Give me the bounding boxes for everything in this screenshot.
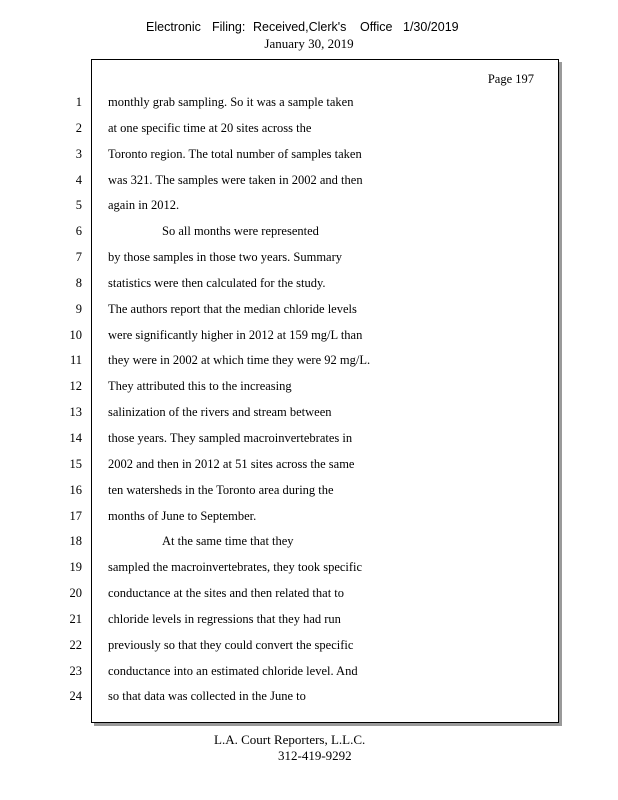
- transcript-line: [0, 506, 618, 532]
- line-number: 4: [75, 172, 82, 187]
- line-number: 18: [69, 534, 82, 549]
- line-number: 24: [69, 689, 82, 704]
- line-number: 11: [69, 353, 82, 368]
- transcript-line: [0, 273, 618, 299]
- transcript-line: [0, 350, 618, 376]
- line-number: 6: [75, 224, 82, 239]
- line-text: chloride levels in regressions that they had run: [108, 611, 341, 626]
- line-text: The authors report that the median chloride levels: [108, 301, 357, 316]
- transcript-line: [0, 144, 618, 170]
- transcript-line: [0, 247, 618, 273]
- line-number: 21: [69, 611, 82, 626]
- line-number: 5: [75, 198, 82, 213]
- line-text: so that data was collected in the June to: [108, 689, 306, 704]
- line-number: 3: [75, 146, 82, 161]
- transcript-line: [0, 609, 618, 635]
- electronic-filing-stamp: [0, 20, 618, 36]
- line-number: 15: [69, 456, 82, 471]
- line-text: was 321. The samples were taken in 2002 and then: [108, 172, 363, 187]
- transcript-body: [0, 92, 618, 712]
- line-number: 16: [69, 482, 82, 497]
- transcript-line: [0, 325, 618, 351]
- line-text: They attributed this to the increasing: [108, 379, 292, 394]
- line-number: 22: [69, 637, 82, 652]
- transcript-line: [0, 402, 618, 428]
- line-text: previously so that they could convert the specific: [108, 637, 354, 652]
- line-number: 14: [69, 430, 82, 445]
- transcript-line: [0, 531, 618, 557]
- line-text: At the same time that they: [162, 534, 294, 549]
- line-text: sampled the macroinvertebrates, they took specific: [108, 560, 363, 575]
- line-text: conductance at the sites and then related that to: [108, 586, 345, 601]
- court-reporter-phone: 312-419-9292: [278, 748, 352, 763]
- transcript-line: [0, 583, 618, 609]
- transcript-line: [0, 195, 618, 221]
- line-text: months of June to September.: [108, 508, 257, 523]
- line-text: by those samples in those two years. Summary: [108, 250, 342, 265]
- transcript-line: [0, 635, 618, 661]
- transcript-line: [0, 428, 618, 454]
- line-text: Toronto region. The total number of samples taken: [108, 146, 362, 161]
- line-text: statistics were then calculated for the study.: [108, 275, 326, 290]
- line-text: again in 2012.: [108, 198, 180, 213]
- line-text: ten watersheds in the Toronto area during the: [108, 482, 334, 497]
- line-text: were significantly higher in 2012 at 159 mg/L than: [108, 327, 363, 342]
- header-date: January 30, 2019: [264, 36, 354, 51]
- stamp-date: 1/30/2019: [403, 20, 459, 34]
- court-reporter-firm: L.A. Court Reporters, L.L.C.: [214, 732, 366, 747]
- stamp-filing: Filing:: [212, 20, 246, 34]
- transcript-line: [0, 557, 618, 583]
- line-number: 23: [69, 663, 82, 678]
- line-number: 8: [75, 275, 82, 290]
- transcript-line: [0, 661, 618, 687]
- stamp-received: Received,Clerk's: [253, 20, 347, 34]
- line-number: 17: [69, 508, 82, 523]
- stamp-office: Office: [360, 20, 393, 34]
- line-text: 2002 and then in 2012 at 51 sites across the same: [108, 456, 355, 471]
- transcript-line: [0, 299, 618, 325]
- transcript-line: [0, 454, 618, 480]
- line-number: 10: [69, 327, 82, 342]
- transcript-line: [0, 686, 618, 712]
- transcript-line: [0, 170, 618, 196]
- line-text: monthly grab sampling. So it was a sample taken: [108, 95, 354, 109]
- line-text: at one specific time at 20 sites across the: [108, 120, 312, 135]
- page-number: Page 197: [487, 72, 534, 86]
- transcript-line: [0, 376, 618, 402]
- line-text: those years. They sampled macroinvertebrates in: [108, 430, 353, 445]
- line-text: conductance into an estimated chloride level. And: [108, 663, 358, 678]
- line-text: salinization of the rivers and stream between: [108, 405, 332, 420]
- transcript-line: [0, 92, 618, 118]
- transcript-line: [0, 221, 618, 247]
- line-number: 12: [69, 379, 82, 394]
- line-number: 19: [69, 560, 82, 575]
- line-number: 20: [69, 586, 82, 601]
- stamp-electronic: Electronic: [146, 20, 201, 34]
- transcript-line: [0, 480, 618, 506]
- line-number: 2: [75, 120, 82, 135]
- line-text: they were in 2002 at which time they were 92 mg/L.: [108, 353, 371, 368]
- line-number: 1: [75, 95, 82, 109]
- line-text: So all months were represented: [162, 224, 319, 239]
- transcript-line: [0, 118, 618, 144]
- line-number: 7: [75, 250, 82, 265]
- line-number: 9: [75, 301, 82, 316]
- line-number: 13: [69, 405, 82, 420]
